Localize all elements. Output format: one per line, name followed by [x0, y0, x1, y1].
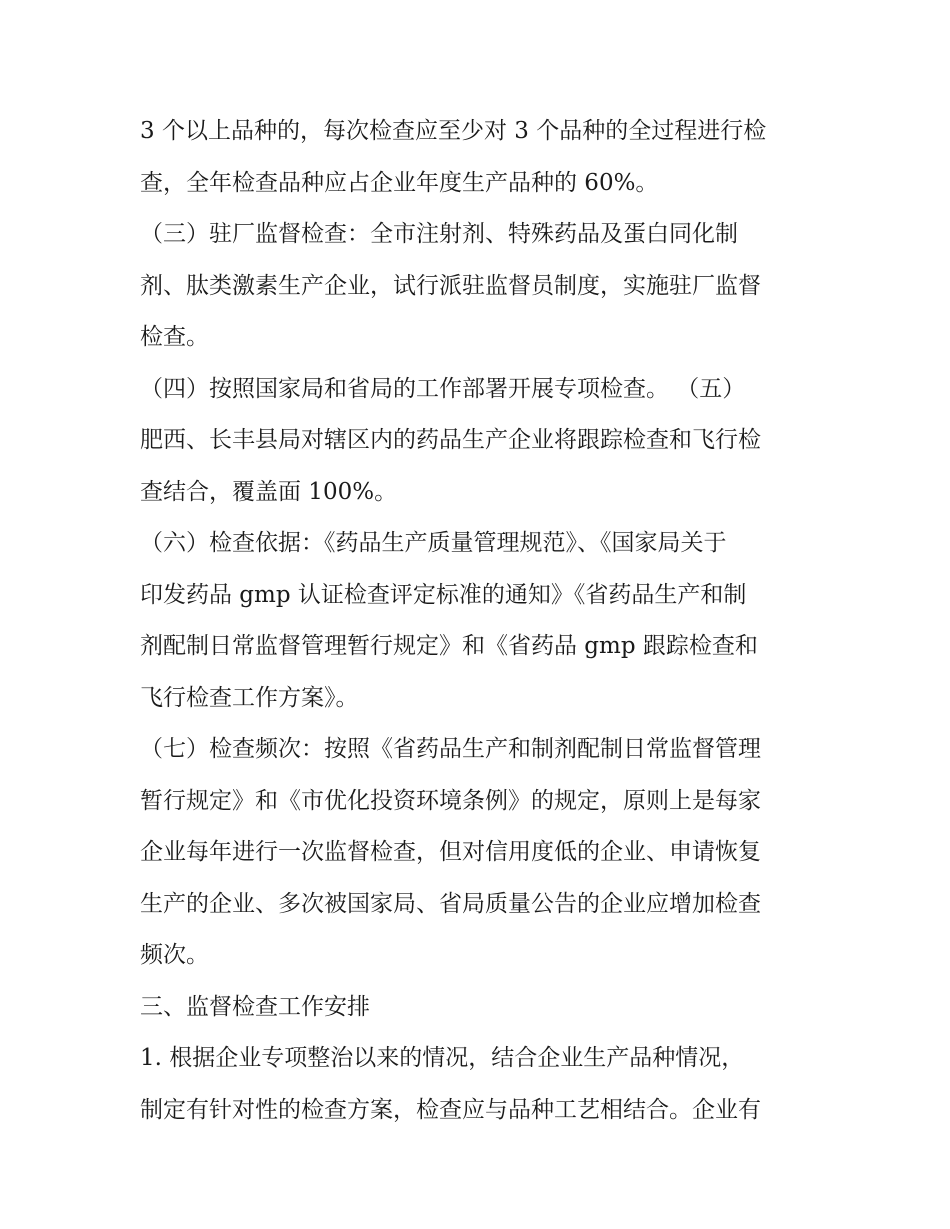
- document-body: [140, 106, 820, 1136]
- section-heading: 三、监督检查工作安排: [140, 993, 370, 1020]
- text-line: 查，全年检查品种应占企业年度生产品种的 60%。: [140, 169, 659, 196]
- text-line: 1. 根据企业专项整治以来的情况，结合企业生产品种情况，: [140, 1045, 745, 1071]
- text-line: 3 个以上品种的，每次检查应至少对 3 个品种的全过程进行检: [140, 118, 767, 144]
- text-line: 肥西、长丰县局对辖区内的药品生产企业将跟踪检查和飞行检: [140, 427, 761, 453]
- text-line: 检查。: [140, 324, 209, 350]
- text-line: 频次。: [140, 942, 209, 968]
- text-line: 查结合，覆盖面 100%。: [140, 478, 398, 505]
- text-line: 暂行规定》和《市优化投资环境条例》的规定，原则上是每家: [140, 787, 761, 814]
- text-line: 生产的企业、多次被国家局、省局质量公告的企业应增加检查: [140, 890, 761, 917]
- text-line: 制定有针对性的检查方案，检查应与品种工艺相结合。企业有: [140, 1096, 761, 1123]
- text-line: （六）检查依据：《药品生产质量管理规范》、《国家局关于: [140, 530, 727, 556]
- text-line: 印发药品 gmp 认证检查评定标准的通知》《省药品生产和制: [140, 581, 747, 608]
- text-line: （三）驻厂监督检查：全市注射剂、特殊药品及蛋白同化制: [140, 221, 738, 247]
- text-line: 剂配制日常监督管理暂行规定》和《省药品 gmp 跟踪检查和: [140, 633, 758, 659]
- text-line: （四）按照国家局和省局的工作部署开展专项检查。 （五）: [140, 375, 746, 402]
- text-line: 企业每年进行一次监督检查，但对信用度低的企业、申请恢复: [140, 839, 761, 865]
- text-line: （七）检查频次：按照《省药品生产和制剂配制日常监督管理: [140, 736, 761, 762]
- text-line: 剂、肽类激素生产企业，试行派驻监督员制度，实施驻厂监督: [140, 272, 761, 299]
- text-line: 飞行检查工作方案》。: [140, 684, 359, 711]
